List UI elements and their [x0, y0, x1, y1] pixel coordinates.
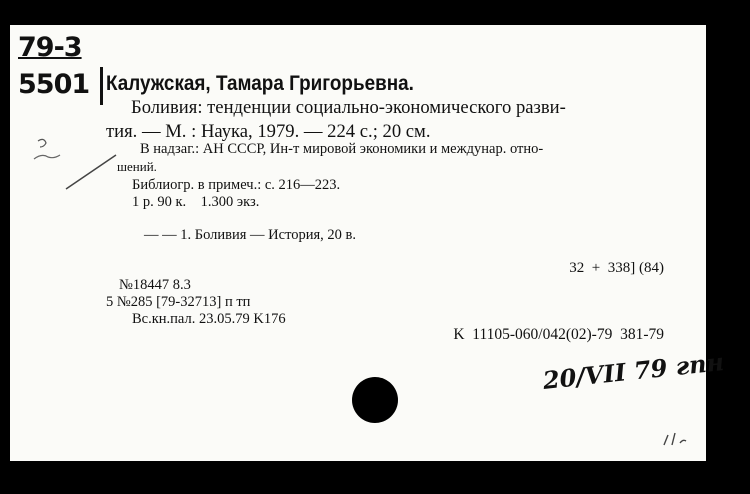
pencil-mark-icon	[30, 133, 120, 193]
shelf-mark-divider	[100, 67, 103, 105]
note-line-1: В надзаг.: АН СССР, Ин-т мировой экономики и междунар. отно-	[140, 141, 544, 157]
bibliography-note: Библиогр. в примеч.: с. 216—223.	[132, 177, 341, 193]
classification-code: 32 + 338] (84)	[569, 260, 664, 276]
handwritten-note: 20/VII 79 гпн	[541, 347, 726, 395]
shelf-mark-top: 79-3	[18, 32, 82, 63]
book-chamber-stamp: Вс.кн.пал. 23.05.79 K176	[132, 311, 286, 327]
order-number: 5 №285 [79-32713] п тп	[106, 294, 251, 310]
note-line-2: шений.	[117, 159, 157, 174]
catalog-code: K 11105-060/042(02)-79 381-79	[453, 326, 664, 343]
catalog-card	[10, 25, 726, 461]
subject-heading: — — 1. Боливия — История, 20 в.	[144, 227, 356, 243]
price-and-print-run: 1 р. 90 к. 1.300 экз.	[132, 194, 260, 210]
punch-hole	[352, 377, 398, 423]
author-heading: Калужская, Тамара Григорьевна.	[106, 72, 414, 95]
corner-mark-icon	[660, 427, 690, 451]
title-line-1: Боливия: тенденции социально-экономического разви-	[131, 97, 566, 118]
shelf-mark-bottom: 5501	[18, 69, 90, 100]
title-line-2: тия. — М. : Наука, 1979. — 224 с.; 20 см.	[106, 121, 431, 142]
registration-number: №18447 8.3	[119, 277, 191, 293]
